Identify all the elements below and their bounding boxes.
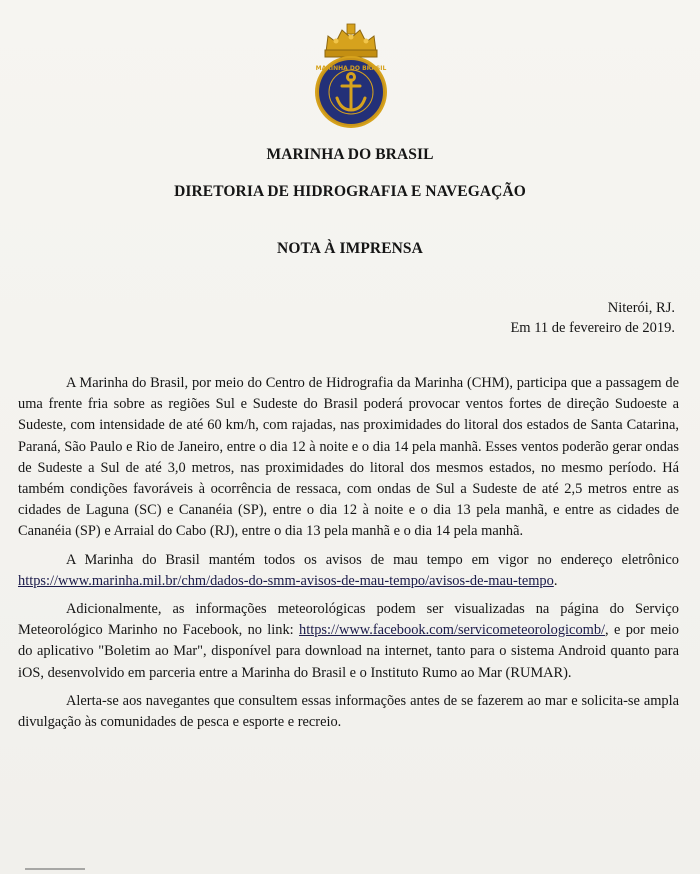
- navy-emblem-logo: [306, 22, 396, 132]
- place-date-block: [510, 298, 675, 338]
- page-bottom-mark: [25, 868, 85, 873]
- paragraph-3: [18, 599, 679, 684]
- organization-title: MARINHA DO BRASIL: [266, 146, 434, 163]
- warnings-link[interactable]: https://www.marinha.mil.br/chm/dados-do-smm-avisos-de-mau-tempo/avisos-de-mau-tempo: [18, 572, 554, 589]
- date-text: Em 11 de fevereiro de 2019.: [510, 320, 675, 336]
- paragraph-3-text: Adicionalmente, as informações meteorológicas podem ser visualizadas na página do Serviço Meteorológico Marinho no Facebook, no link:: [18, 601, 679, 639]
- crown-icon: [325, 24, 377, 57]
- document-type-title: NOTA À IMPRENSA: [277, 240, 423, 257]
- paragraph-2-end: .: [553, 572, 558, 589]
- place-text: Niterói, RJ.: [607, 300, 675, 316]
- paragraph-2: [18, 550, 679, 592]
- directorate-title: DIRETORIA DE HIDROGRAFIA E NAVEGAÇÃO: [174, 183, 526, 200]
- paragraph-1: A Marinha do Brasil, por meio do Centro de Hidrografia da Marinha (CHM), participa que a passagem de uma frente fria sobre as regiões Sul e Sudeste do Brasil poderá provocar ventos fortes de direção Sudoeste a Sudeste, com intensidade de até 60 km/h, com rajadas, nas proximidades do litoral dos estados de Santa Catarina, Paraná, São Paulo e Rio de Janeiro, entre o dia 12 à noite e o dia 14 pela manhã. Esses ventos poderão gerar ondas de Sudeste a Sul de até 3,0 metros, nas proximidades do litoral dos mesmos estados, no mesmo período. Há também condições favoráveis à ocorrência de ressaca, com ondas de Sul a Sudeste de até 2,5 metros entre as cidades de Laguna (SC) e Cananéia (SP), entre o dia 12 à noite e o dia 13 pela manhã, e entre as cidades de Cananéia (SP) e Arraial do Cabo (RJ), entre o dia 13 pela manhã e o dia 14 pela manhã.: [18, 375, 679, 540]
- facebook-link[interactable]: https://www.facebook.com/servicometeorologicomb/: [299, 622, 606, 639]
- press-note-body: [18, 373, 679, 740]
- paragraph-3-end: , e por meio do aplicativo "Boletim ao Mar", disponível para download na internet, tanto para o sistema Android quanto para iOS, desenvolvido em parceria entre a Marinha do Brasil e o Instituto Rumo ao Mar (RUMAR).: [18, 622, 679, 681]
- paragraph-2-text: A Marinha do Brasil mantém todos os avisos de mau tempo em vigor no endereço eletrônico: [66, 551, 679, 568]
- paragraph-4: Alerta-se aos navegantes que consultem essas informações antes de se fazerem ao mar e solicita-se ampla divulgação às comunidades de pesca e esporte e recreio.: [18, 692, 679, 731]
- emblem-ring-text: MARINHA DO BRASIL: [315, 65, 387, 72]
